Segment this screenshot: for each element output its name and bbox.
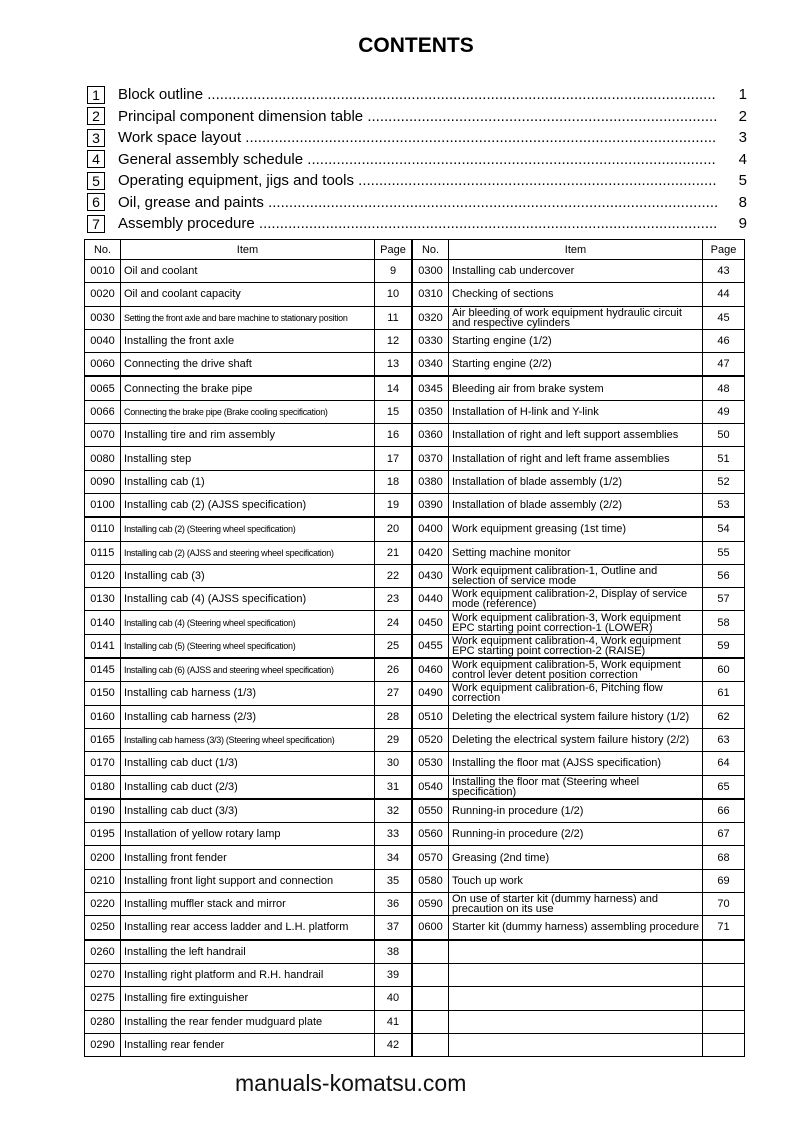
- item-number: 0390: [412, 493, 449, 517]
- item-title[interactable]: Installation of blade assembly (1/2): [449, 470, 703, 493]
- item-page: 34: [375, 846, 413, 869]
- item-number: 0130: [85, 588, 121, 611]
- item-number: 0115: [85, 541, 121, 564]
- item-title[interactable]: Installing tire and rim assembly: [121, 424, 375, 447]
- item-title[interactable]: Installing cab duct (3/3): [121, 799, 375, 823]
- item-page: 27: [375, 682, 413, 705]
- item-number: 0090: [85, 470, 121, 493]
- item-page: 28: [375, 705, 413, 728]
- header-no: No.: [85, 240, 121, 260]
- chapter-number: 3: [87, 129, 105, 147]
- item-number: 0320: [412, 306, 449, 329]
- item-title[interactable]: Connecting the drive shaft: [121, 353, 375, 377]
- chapter-page: 4: [738, 150, 747, 168]
- table-row: [85, 916, 745, 940]
- chapter-label: Operating equipment, jigs and tools .....: [118, 172, 717, 189]
- item-page: 23: [375, 588, 413, 611]
- header-page: Page: [375, 240, 413, 260]
- item-number: 0110: [85, 517, 121, 541]
- item-number: 0066: [85, 400, 121, 423]
- item-page: 55: [703, 541, 745, 564]
- item-page: 50: [703, 424, 745, 447]
- item-page: 46: [703, 329, 745, 352]
- chapter-item[interactable]: [87, 149, 747, 171]
- table-row: [85, 493, 745, 517]
- item-title[interactable]: Installing the rear fender mudguard plate: [121, 1010, 375, 1033]
- item-page: 29: [375, 728, 413, 751]
- chapter-label: Assembly procedure .....: [118, 215, 717, 232]
- item-number: 0141: [85, 634, 121, 658]
- table-row: [85, 1010, 745, 1033]
- item-title[interactable]: Connecting the brake pipe (Brake cooling specification): [121, 400, 375, 423]
- table-row: [85, 517, 745, 541]
- empty-cell: [449, 987, 703, 1010]
- item-title[interactable]: Installing cab (6) (AJSS and steering wheel specification): [121, 658, 375, 682]
- item-number: 0540: [412, 775, 449, 799]
- item-title[interactable]: Installing rear access ladder and L.H. platform: [121, 916, 375, 940]
- item-number: 0280: [85, 1010, 121, 1033]
- chapter-page: 1: [738, 86, 747, 104]
- chapter-item[interactable]: [87, 106, 747, 128]
- chapter-item[interactable]: [87, 170, 747, 192]
- table-row: [85, 728, 745, 751]
- table-row: [85, 869, 745, 892]
- item-page: 10: [375, 283, 413, 306]
- table-row: [85, 470, 745, 493]
- watermark: manuals-komatsu.com: [235, 1070, 467, 1096]
- empty-cell: [703, 1033, 745, 1056]
- item-title[interactable]: Installing cab harness (3/3) (Steering wheel specification): [121, 728, 375, 751]
- item-number: 0170: [85, 752, 121, 775]
- item-title[interactable]: Installation of right and left support assemblies: [449, 424, 703, 447]
- empty-cell: [703, 940, 745, 964]
- item-title[interactable]: Installing muffler stack and mirror: [121, 893, 375, 916]
- empty-cell: [412, 1010, 449, 1033]
- item-title[interactable]: Starting engine (1/2): [449, 329, 703, 352]
- item-page: 20: [375, 517, 413, 541]
- chapter-number: 4: [87, 150, 105, 168]
- item-number: 0550: [412, 799, 449, 823]
- item-title[interactable]: On use of starter kit (dummy harness) and precaution on its use: [449, 893, 703, 916]
- table-row: [85, 940, 745, 964]
- item-page: 19: [375, 493, 413, 517]
- item-title[interactable]: Work equipment calibration-3, Work equipment EPC starting point correction-1 (LOWER): [449, 611, 703, 634]
- item-page: 42: [375, 1033, 413, 1056]
- chapter-label: Work space layout .....: [118, 129, 717, 146]
- item-number: 0420: [412, 541, 449, 564]
- item-title[interactable]: Installing step: [121, 447, 375, 470]
- item-page: 39: [375, 963, 413, 986]
- item-number: 0300: [412, 260, 449, 283]
- item-number: 0040: [85, 329, 121, 352]
- item-page: 59: [703, 634, 745, 658]
- table-row: [85, 376, 745, 400]
- item-page: 61: [703, 682, 745, 705]
- item-number: 0080: [85, 447, 121, 470]
- chapter-label: General assembly schedule .....: [118, 151, 717, 168]
- item-title[interactable]: Installing cab undercover: [449, 260, 703, 283]
- item-title[interactable]: Checking of sections: [449, 283, 703, 306]
- item-number: 0070: [85, 424, 121, 447]
- item-title[interactable]: Air bleeding of work equipment hydraulic circuit and respective cylinders: [449, 306, 703, 329]
- table-row: [85, 283, 745, 306]
- item-number: 0145: [85, 658, 121, 682]
- item-page: 52: [703, 470, 745, 493]
- item-number: 0530: [412, 752, 449, 775]
- item-page: 45: [703, 306, 745, 329]
- item-page: 49: [703, 400, 745, 423]
- table-row: [85, 1033, 745, 1056]
- item-page: 41: [375, 1010, 413, 1033]
- item-title[interactable]: Greasing (2nd time): [449, 846, 703, 869]
- item-page: 30: [375, 752, 413, 775]
- empty-cell: [703, 963, 745, 986]
- item-page: 54: [703, 517, 745, 541]
- item-page: 56: [703, 564, 745, 587]
- item-page: 68: [703, 846, 745, 869]
- item-title[interactable]: Installation of right and left frame assemblies: [449, 447, 703, 470]
- item-title[interactable]: Installation of yellow rotary lamp: [121, 823, 375, 846]
- item-page: 9: [375, 260, 413, 283]
- item-title[interactable]: Work equipment calibration-4, Work equipment EPC starting point correction-2 (RAISE): [449, 634, 703, 658]
- empty-cell: [449, 1010, 703, 1033]
- table-row: [85, 846, 745, 869]
- table-row: [85, 775, 745, 799]
- chapter-page: 9: [738, 215, 747, 233]
- item-page: 31: [375, 775, 413, 799]
- item-number: 0270: [85, 963, 121, 986]
- item-page: 26: [375, 658, 413, 682]
- item-title[interactable]: Work equipment greasing (1st time): [449, 517, 703, 541]
- item-number: 0030: [85, 306, 121, 329]
- item-page: 51: [703, 447, 745, 470]
- item-title[interactable]: Installation of H-link and Y-link: [449, 400, 703, 423]
- item-page: 58: [703, 611, 745, 634]
- item-number: 0440: [412, 588, 449, 611]
- table-row: [85, 588, 745, 611]
- item-number: 0380: [412, 470, 449, 493]
- table-row: [85, 987, 745, 1010]
- item-page: 40: [375, 987, 413, 1010]
- table-row: [85, 447, 745, 470]
- item-number: 0275: [85, 987, 121, 1010]
- item-number: 0120: [85, 564, 121, 587]
- table-row: [85, 306, 745, 329]
- item-page: 44: [703, 283, 745, 306]
- item-page: 65: [703, 775, 745, 799]
- table-row: [85, 799, 745, 823]
- item-title[interactable]: Installing the floor mat (Steering wheel specification): [449, 775, 703, 799]
- item-number: 0140: [85, 611, 121, 634]
- item-number: 0450: [412, 611, 449, 634]
- empty-cell: [412, 963, 449, 986]
- item-page: 12: [375, 329, 413, 352]
- item-number: 0520: [412, 728, 449, 751]
- item-number: 0600: [412, 916, 449, 940]
- empty-cell: [703, 1010, 745, 1033]
- item-title[interactable]: Installing cab (2) (Steering wheel specification): [121, 517, 375, 541]
- item-page: 25: [375, 634, 413, 658]
- item-title[interactable]: Oil and coolant capacity: [121, 283, 375, 306]
- item-number: 0490: [412, 682, 449, 705]
- table-row: [85, 353, 745, 377]
- table-row: [85, 400, 745, 423]
- item-title[interactable]: Oil and coolant: [121, 260, 375, 283]
- item-title[interactable]: Installing cab harness (1/3): [121, 682, 375, 705]
- empty-cell: [449, 1033, 703, 1056]
- empty-cell: [703, 987, 745, 1010]
- item-page: 16: [375, 424, 413, 447]
- header-no: No.: [412, 240, 449, 260]
- contents-table: [84, 239, 745, 1057]
- item-title[interactable]: Installing cab (5) (Steering wheel specification): [121, 634, 375, 658]
- item-number: 0310: [412, 283, 449, 306]
- item-page: 66: [703, 799, 745, 823]
- item-title[interactable]: Work equipment calibration-6, Pitching flow correction: [449, 682, 703, 705]
- item-page: 48: [703, 376, 745, 400]
- chapter-number: 7: [87, 215, 105, 233]
- chapter-label: Principal component dimension table .....: [118, 108, 717, 125]
- item-number: 0350: [412, 400, 449, 423]
- item-title[interactable]: Work equipment calibration-1, Outline and selection of service mode: [449, 564, 703, 587]
- item-number: 0590: [412, 893, 449, 916]
- header-page: Page: [703, 240, 745, 260]
- item-number: 0370: [412, 447, 449, 470]
- item-page: 11: [375, 306, 413, 329]
- chapter-item[interactable]: [87, 192, 747, 214]
- table-row: [85, 424, 745, 447]
- item-number: 0260: [85, 940, 121, 964]
- item-page: 70: [703, 893, 745, 916]
- item-number: 0400: [412, 517, 449, 541]
- chapter-number: 5: [87, 172, 105, 190]
- chapter-page: 3: [738, 129, 747, 147]
- item-page: 62: [703, 705, 745, 728]
- item-number: 0560: [412, 823, 449, 846]
- item-number: 0100: [85, 493, 121, 517]
- item-number: 0165: [85, 728, 121, 751]
- item-page: 22: [375, 564, 413, 587]
- item-page: 38: [375, 940, 413, 964]
- item-number: 0345: [412, 376, 449, 400]
- table-row: [85, 611, 745, 634]
- table-row: [85, 893, 745, 916]
- item-number: 0510: [412, 705, 449, 728]
- item-number: 0460: [412, 658, 449, 682]
- chapter-number: 6: [87, 193, 105, 211]
- item-page: 47: [703, 353, 745, 377]
- item-page: 36: [375, 893, 413, 916]
- item-number: 0455: [412, 634, 449, 658]
- chapter-item[interactable]: [87, 84, 747, 106]
- item-title[interactable]: Installing cab (4) (AJSS specification): [121, 588, 375, 611]
- item-number: 0330: [412, 329, 449, 352]
- item-title[interactable]: Bleeding air from brake system: [449, 376, 703, 400]
- table-header: [85, 240, 745, 260]
- item-number: 0010: [85, 260, 121, 283]
- item-title[interactable]: Work equipment calibration-2, Display of service mode (reference): [449, 588, 703, 611]
- chapter-item[interactable]: [87, 213, 747, 235]
- item-title[interactable]: Installing cab duct (2/3): [121, 775, 375, 799]
- item-title[interactable]: Installing cab harness (2/3): [121, 705, 375, 728]
- item-page: 32: [375, 799, 413, 823]
- item-page: 53: [703, 493, 745, 517]
- item-number: 0580: [412, 869, 449, 892]
- item-page: 15: [375, 400, 413, 423]
- item-title[interactable]: Installing cab (3): [121, 564, 375, 587]
- table-row: [85, 658, 745, 682]
- chapter-label: Block outline .....: [118, 86, 717, 103]
- chapter-list: [87, 84, 747, 235]
- item-title[interactable]: Deleting the electrical system failure history (2/2): [449, 728, 703, 751]
- table-row: [85, 564, 745, 587]
- item-page: 57: [703, 588, 745, 611]
- item-page: 43: [703, 260, 745, 283]
- item-title[interactable]: Running-in procedure (2/2): [449, 823, 703, 846]
- item-number: 0210: [85, 869, 121, 892]
- item-title[interactable]: Installing cab duct (1/3): [121, 752, 375, 775]
- table-row: [85, 823, 745, 846]
- item-number: 0340: [412, 353, 449, 377]
- item-number: 0290: [85, 1033, 121, 1056]
- item-number: 0190: [85, 799, 121, 823]
- table-row: [85, 634, 745, 658]
- chapter-page: 8: [738, 193, 747, 211]
- header-item: Item: [449, 240, 703, 260]
- table-row: [85, 963, 745, 986]
- table-row: [85, 682, 745, 705]
- item-title[interactable]: Installing right platform and R.H. handrail: [121, 963, 375, 986]
- chapter-page: 2: [738, 107, 747, 125]
- item-title[interactable]: Installation of blade assembly (2/2): [449, 493, 703, 517]
- item-page: 33: [375, 823, 413, 846]
- item-page: 64: [703, 752, 745, 775]
- item-title[interactable]: Installing rear fender: [121, 1033, 375, 1056]
- item-number: 0065: [85, 376, 121, 400]
- table-row: [85, 705, 745, 728]
- item-number: 0570: [412, 846, 449, 869]
- item-title[interactable]: Running-in procedure (1/2): [449, 799, 703, 823]
- empty-cell: [449, 940, 703, 964]
- item-number: 0160: [85, 705, 121, 728]
- item-number: 0430: [412, 564, 449, 587]
- item-title[interactable]: Installing cab (2) (AJSS and steering wheel specification): [121, 541, 375, 564]
- item-page: 35: [375, 869, 413, 892]
- chapter-item[interactable]: [87, 127, 747, 149]
- item-title[interactable]: Setting machine monitor: [449, 541, 703, 564]
- empty-cell: [412, 1033, 449, 1056]
- item-title[interactable]: Starter kit (dummy harness) assembling procedure: [449, 916, 703, 940]
- item-title[interactable]: Connecting the brake pipe: [121, 376, 375, 400]
- item-title[interactable]: Installing the left handrail: [121, 940, 375, 964]
- item-number: 0020: [85, 283, 121, 306]
- item-number: 0220: [85, 893, 121, 916]
- item-page: 69: [703, 869, 745, 892]
- item-page: 17: [375, 447, 413, 470]
- chapter-number: 1: [87, 86, 105, 104]
- item-page: 63: [703, 728, 745, 751]
- item-number: 0200: [85, 846, 121, 869]
- page-title: CONTENTS: [358, 34, 474, 57]
- item-title[interactable]: Installing the front axle: [121, 329, 375, 352]
- item-title[interactable]: Installing cab (1): [121, 470, 375, 493]
- item-title[interactable]: Installing front fender: [121, 846, 375, 869]
- empty-cell: [412, 940, 449, 964]
- empty-cell: [449, 963, 703, 986]
- item-title[interactable]: Deleting the electrical system failure history (1/2): [449, 705, 703, 728]
- item-number: 0250: [85, 916, 121, 940]
- table-row: [85, 541, 745, 564]
- item-title[interactable]: Installing cab (2) (AJSS specification): [121, 493, 375, 517]
- item-page: 67: [703, 823, 745, 846]
- item-page: 24: [375, 611, 413, 634]
- chapter-number: 2: [87, 107, 105, 125]
- item-number: 0195: [85, 823, 121, 846]
- table-row: [85, 260, 745, 283]
- item-number: 0360: [412, 424, 449, 447]
- item-page: 21: [375, 541, 413, 564]
- header-item: Item: [121, 240, 375, 260]
- item-title[interactable]: Starting engine (2/2): [449, 353, 703, 377]
- item-title[interactable]: Installing fire extinguisher: [121, 987, 375, 1010]
- chapter-page: 5: [738, 172, 747, 190]
- item-title[interactable]: Work equipment calibration-5, Work equipment control lever detent position correction: [449, 658, 703, 682]
- item-page: 13: [375, 353, 413, 377]
- item-page: 60: [703, 658, 745, 682]
- item-number: 0180: [85, 775, 121, 799]
- item-title[interactable]: Setting the front axle and bare machine to stationary position: [121, 306, 375, 329]
- item-number: 0150: [85, 682, 121, 705]
- chapter-label: Oil, grease and paints .....: [118, 194, 717, 211]
- table-row: [85, 329, 745, 352]
- item-title[interactable]: Installing the floor mat (AJSS specification): [449, 752, 703, 775]
- item-page: 37: [375, 916, 413, 940]
- item-title[interactable]: Touch up work: [449, 869, 703, 892]
- item-title[interactable]: Installing cab (4) (Steering wheel specification): [121, 611, 375, 634]
- table-row: [85, 752, 745, 775]
- item-page: 18: [375, 470, 413, 493]
- item-number: 0060: [85, 353, 121, 377]
- item-page: 14: [375, 376, 413, 400]
- empty-cell: [412, 987, 449, 1010]
- item-title[interactable]: Installing front light support and connection: [121, 869, 375, 892]
- item-page: 71: [703, 916, 745, 940]
